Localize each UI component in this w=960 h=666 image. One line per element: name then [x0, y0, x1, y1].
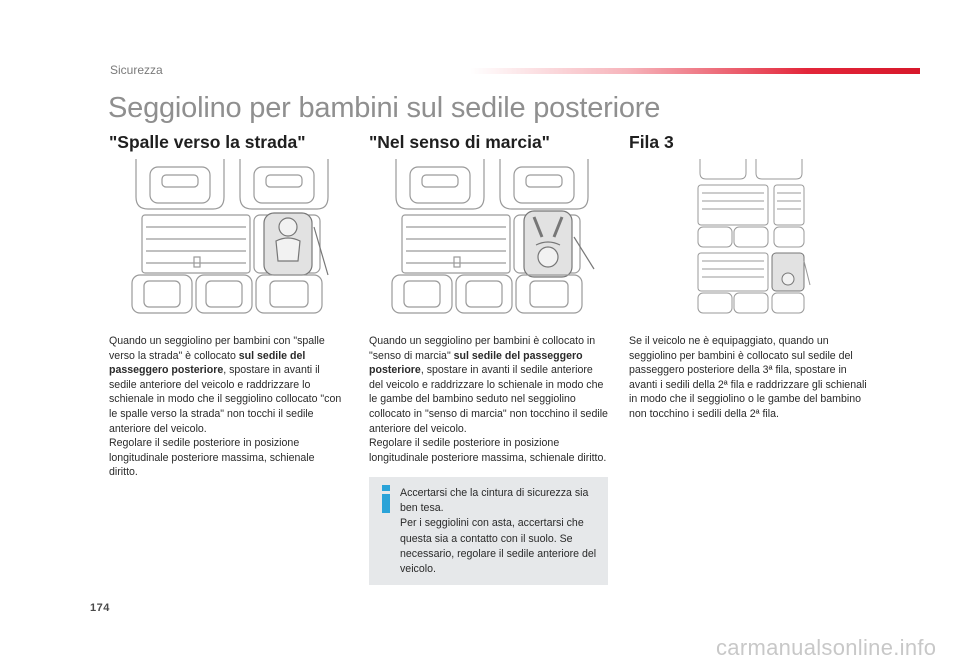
- info-icon: [379, 485, 393, 513]
- text-row-3: Se il veicolo ne è equipaggiato, quando un seggiolino per bambini è collocato sul sedile del passeggero posteriore della 3ª fila, spostare in avanti i sedili della 2ª fila e raddrizzare gli schienali in modo che il seggiolino o le gambe del bambino non tocchino i sedili della 2ª fila.: [629, 335, 867, 420]
- illustration-forward-facing-seat: [388, 157, 598, 317]
- page-title: Seggiolino per bambini sul sedile posteriore: [108, 92, 661, 124]
- front-seats: [700, 159, 802, 179]
- section-label: Sicurezza: [110, 63, 163, 77]
- front-seat-left: [396, 159, 484, 209]
- front-seat-right: [500, 159, 588, 209]
- rear-cushions: [392, 275, 582, 313]
- rear-cushions: [132, 275, 322, 313]
- child-seat: [524, 211, 594, 277]
- info-text: Accertarsi che la cintura di sicurezza sia ben tesa. Per i seggiolini con asta, accertarsi che questa sia a contatto con il suolo. Se necessario, regolare il sedile anteriore del veicolo.: [400, 487, 597, 576]
- text-rear-facing: Quando un seggiolino per bambini con "spalle verso la strada" è collocato sul sedile del passeggero posteriore, spostare in avanti il sedile anteriore del veicolo e raddrizzare lo schienale in modo che il seggiolino collocato "con le spalle verso la strada" non tocchi il sedile anteriore del veicolo. Regolare il sedile posteriore in posizione longitudinale posteriore massima, schienale diritto.: [109, 335, 342, 479]
- child-seat: [264, 213, 328, 275]
- info-box: [369, 477, 608, 585]
- watermark: carmanualsonline.info: [716, 635, 937, 660]
- second-row-seats: [698, 185, 804, 247]
- illustration-rear-facing-seat: [128, 157, 338, 317]
- illustration-third-row-seat: [692, 157, 812, 317]
- front-seat-right: [240, 159, 328, 209]
- page-number: 174: [90, 602, 110, 614]
- third-row-seats: [698, 253, 810, 313]
- header-accent-bar: [470, 68, 920, 74]
- front-seat-left: [136, 159, 224, 209]
- heading-forward-facing: "Nel senso di marcia": [369, 132, 550, 152]
- text-forward-facing: Quando un seggiolino per bambini è collocato in "senso di marcia" sul sedile del passeggero posteriore, spostare in avanti il sedile anteriore del veicolo e raddrizzare lo schienale in modo che le gambe del bambino seduto nel seggiolino collocato in "senso di marcia" non tocchino il sedile anteriore del veicolo. Regolare il sedile posteriore in posizione longitudinale posteriore massima, schienale diritto.: [369, 335, 608, 464]
- heading-rear-facing: "Spalle verso la strada": [109, 132, 306, 152]
- heading-row-3: Fila 3: [629, 132, 674, 152]
